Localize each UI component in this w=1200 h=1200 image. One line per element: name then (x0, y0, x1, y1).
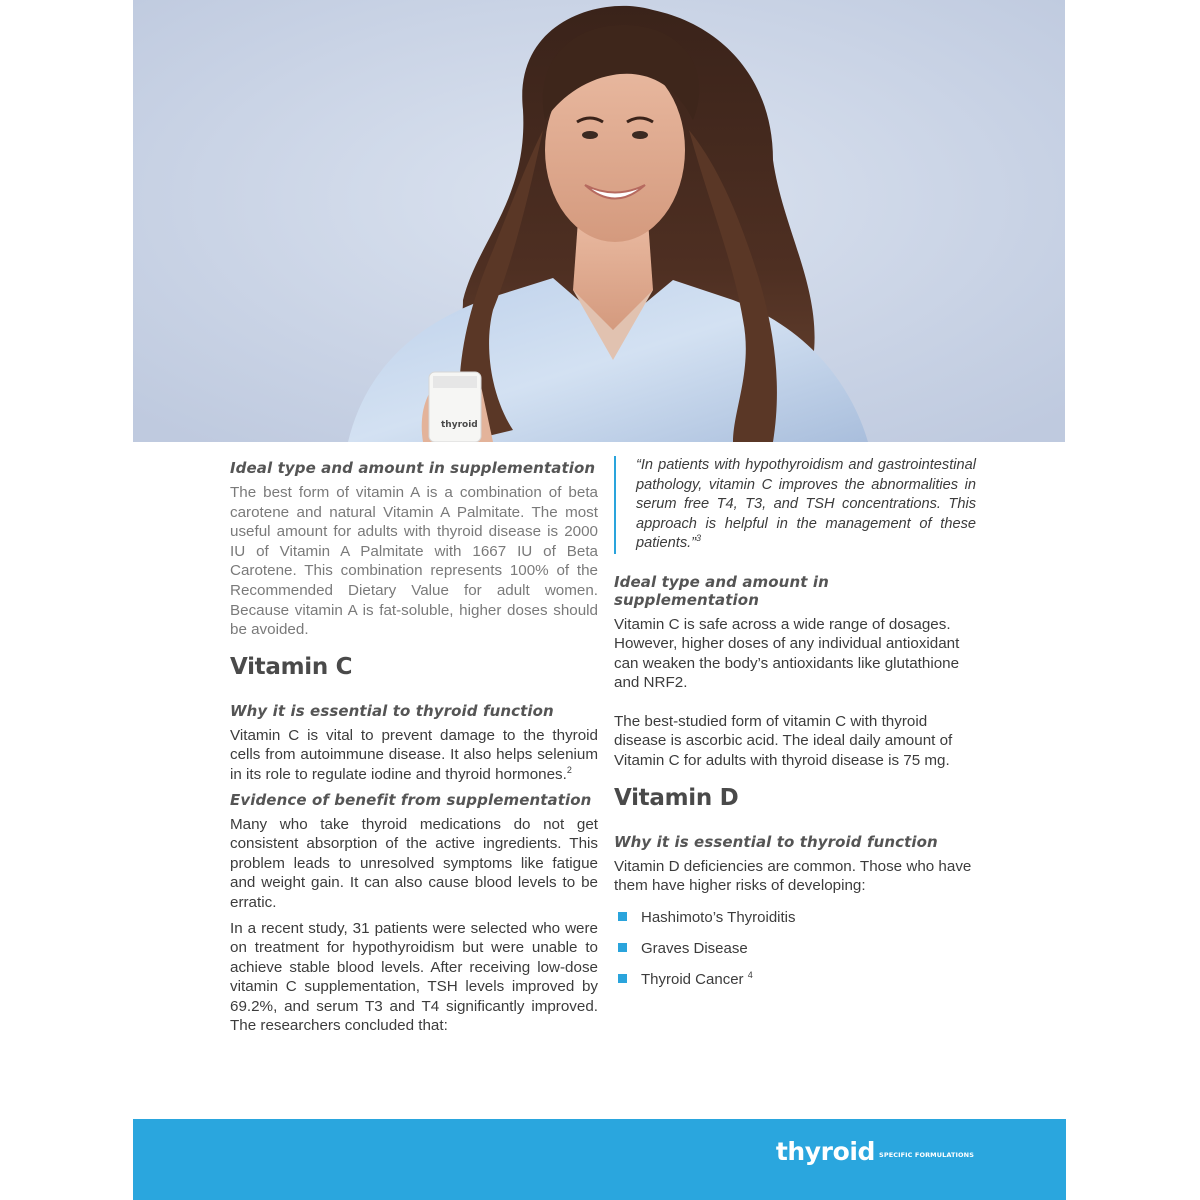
vitamin-a-dosage-text: The best form of vitamin A is a combination of beta carotene and natural Vitamin A Palmitate. The most useful amount for adults with thyroid disease is 2000 IU of Vitamin A Palmitate with 1667 IU of Beta Carotene. This combination represents 100% of the Recommended Dietary Value for adult women. Because vitamin A is fat-soluble, higher doses should be avoided. (230, 484, 598, 639)
bullet-square-icon (618, 974, 627, 983)
footnote-ref: 3 (696, 533, 702, 544)
risk-list (614, 908, 976, 1001)
brand-logo (776, 1137, 974, 1166)
bottle-label: thyroid (441, 420, 478, 430)
list-item: Graves Disease (614, 939, 976, 970)
vitamin-c-why-text: Vitamin C is vital to prevent damage to the thyroid cells from autoimmune disease. It also helps selenium in its role to regulate iodine and thyroid hormones.$^2$ (230, 726, 598, 783)
research-quote: “In patients with hypothyroidism and gastrointestinal pathology, vitamin C improves the abnormalities in serum free T4, T3, and TSH concentrations. This approach is helpful in the management of these patients.”$^3$ (614, 456, 976, 554)
bullet-square-icon (618, 912, 627, 921)
vitamin-d-title: Vitamin D (614, 784, 739, 811)
ideal-type-heading: Ideal type and amount in supplementation (614, 572, 829, 609)
vitamin-c-safety-text: Vitamin C is safe across a wide range of dosages. However, higher doses of any individual antioxidant can weaken the body’s antioxidants like glutathione and NRF2. (614, 615, 960, 692)
vitamin-c-form-text: The best-studied form of vitamin C with thyroid disease is ascorbic acid. The ideal daily amount of Vitamin C for adults with thyroid disease is 75 mg. (614, 712, 953, 770)
hero-photo (133, 0, 1065, 442)
brand-tagline: SPECIFIC FORMULATIONS (879, 1151, 974, 1159)
right-column (614, 456, 976, 1001)
footnote-ref: 4 (747, 969, 753, 980)
evidence-text-2: In a recent study, 31 patients were selected who were on treatment for hypothyroidism but were unable to achieve stable blood levels. After receiving low-dose vitamin C supplementation, TSH levels improved by 69.2%, and serum T3 and T4 significantly improved. The researchers concluded that: (230, 919, 598, 1035)
brand-wordmark: thyroid (775, 1137, 876, 1166)
vitamin-d-why-text: Vitamin D deficiencies are common. Those who have them have higher risks of developing: (614, 857, 972, 895)
list-item: Thyroid Cancer $^4$ (614, 970, 976, 1001)
why-essential-heading: Why it is essential to thyroid function (230, 701, 554, 720)
woman-holding-bottle-illustration (133, 0, 1065, 442)
vitamin-c-title: Vitamin C (230, 653, 353, 680)
bullet-square-icon (618, 943, 627, 952)
evidence-heading: Evidence of benefit from supplementation (230, 790, 592, 809)
footnote-ref: 2 (566, 764, 572, 775)
footer-bar (133, 1119, 1066, 1200)
left-column (230, 456, 598, 1036)
ideal-type-heading: Ideal type and amount in supplementation (230, 459, 596, 477)
list-item: Hashimoto’s Thyroiditis (614, 908, 976, 939)
evidence-text-1: Many who take thyroid medications do not get consistent absorption of the active ingredients. This problem leads to unresolved symptoms like fatigue and weight gain. It can also cause blood levels to be erratic. (230, 815, 598, 911)
why-essential-heading: Why it is essential to thyroid function (614, 832, 938, 851)
